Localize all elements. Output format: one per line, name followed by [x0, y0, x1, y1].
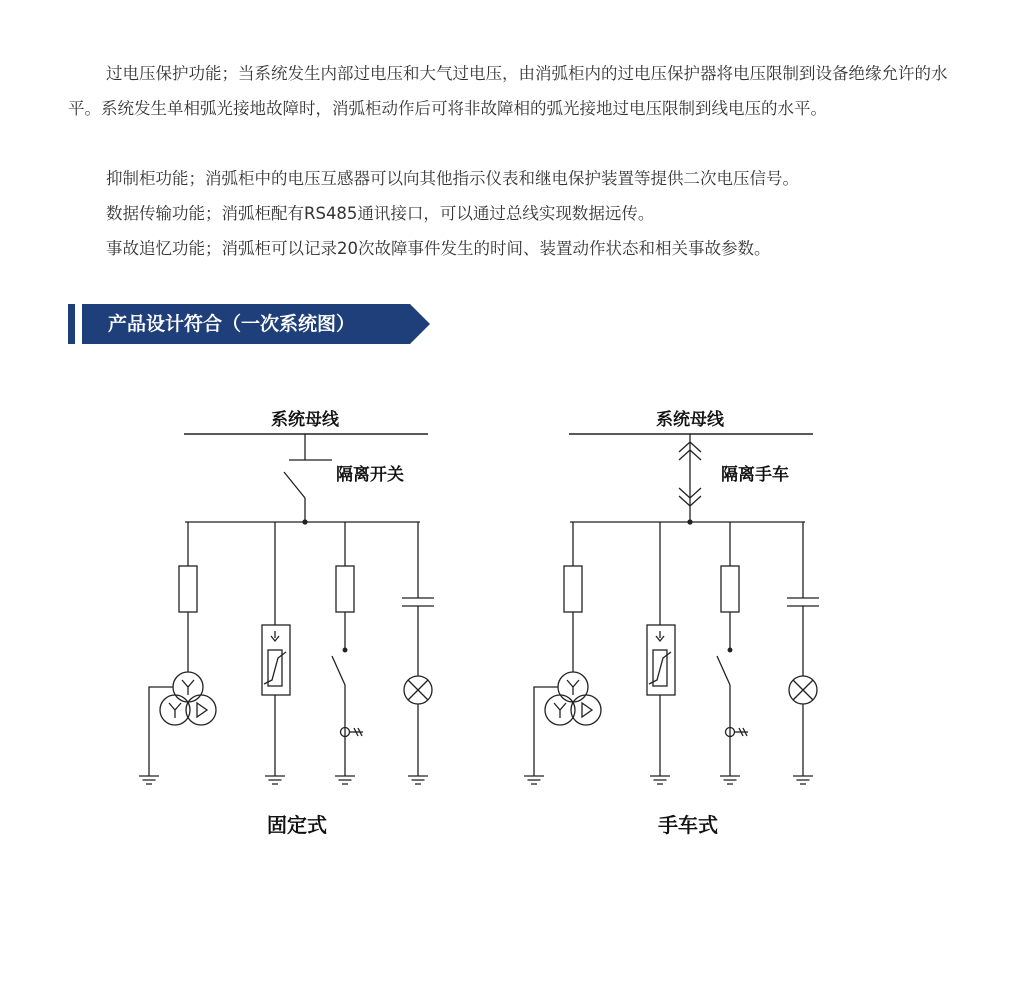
left-switch-label: 隔离开关 [336, 465, 404, 485]
ground-icon [408, 768, 428, 784]
section-header [68, 304, 438, 344]
section-title: 产品设计符合（一次系统图） [108, 313, 356, 335]
disconnect-switch-symbol [284, 434, 332, 524]
single-line-diagram [0, 380, 1010, 850]
right-feeder-branches [534, 522, 819, 768]
right-switch-label: 隔离手车 [721, 465, 789, 485]
left-feeder-branches [149, 522, 434, 768]
right-bus-label: 系统母线 [656, 410, 724, 430]
paragraph-fault-recall: 事故追忆功能；消弧柜可以记录20次故障事件发生的时间、装置动作状态和相关事故参数。 [106, 239, 771, 258]
paragraph-suppression-cabinet: 抑制柜功能；消弧柜中的电压互感器可以向其他指示仪表和继电保护装置等提供二次电压信号。 [106, 169, 799, 188]
ground-icon [650, 768, 670, 784]
ground-icon [265, 768, 285, 784]
fixed-type-diagram [139, 409, 434, 837]
right-caption: 手车式 [658, 813, 718, 837]
section-header-bar [68, 304, 75, 344]
withdrawable-isolator-symbol [679, 434, 701, 524]
withdrawable-type-diagram [524, 409, 819, 837]
left-caption: 固定式 [267, 813, 327, 837]
paragraph-overvoltage-protection: 过电压保护功能；当系统发生内部过电压和大气过电压，由消弧柜内的过电压保护器将电压限制到设备绝缘允许的水平。系统发生单相弧光接地故障时，消弧柜动作后可将非故障相的弧光接地过电压限制到线电压的水平。 [68, 64, 948, 118]
left-bus-label: 系统母线 [271, 410, 339, 430]
ground-icon [524, 768, 544, 784]
ground-icon [793, 768, 813, 784]
ground-icon [335, 768, 355, 784]
ground-icon [139, 768, 159, 784]
paragraph-data-transmission: 数据传输功能；消弧柜配有RS485通讯接口，可以通过总线实现数据远传。 [106, 204, 655, 223]
ground-icon [720, 768, 740, 784]
